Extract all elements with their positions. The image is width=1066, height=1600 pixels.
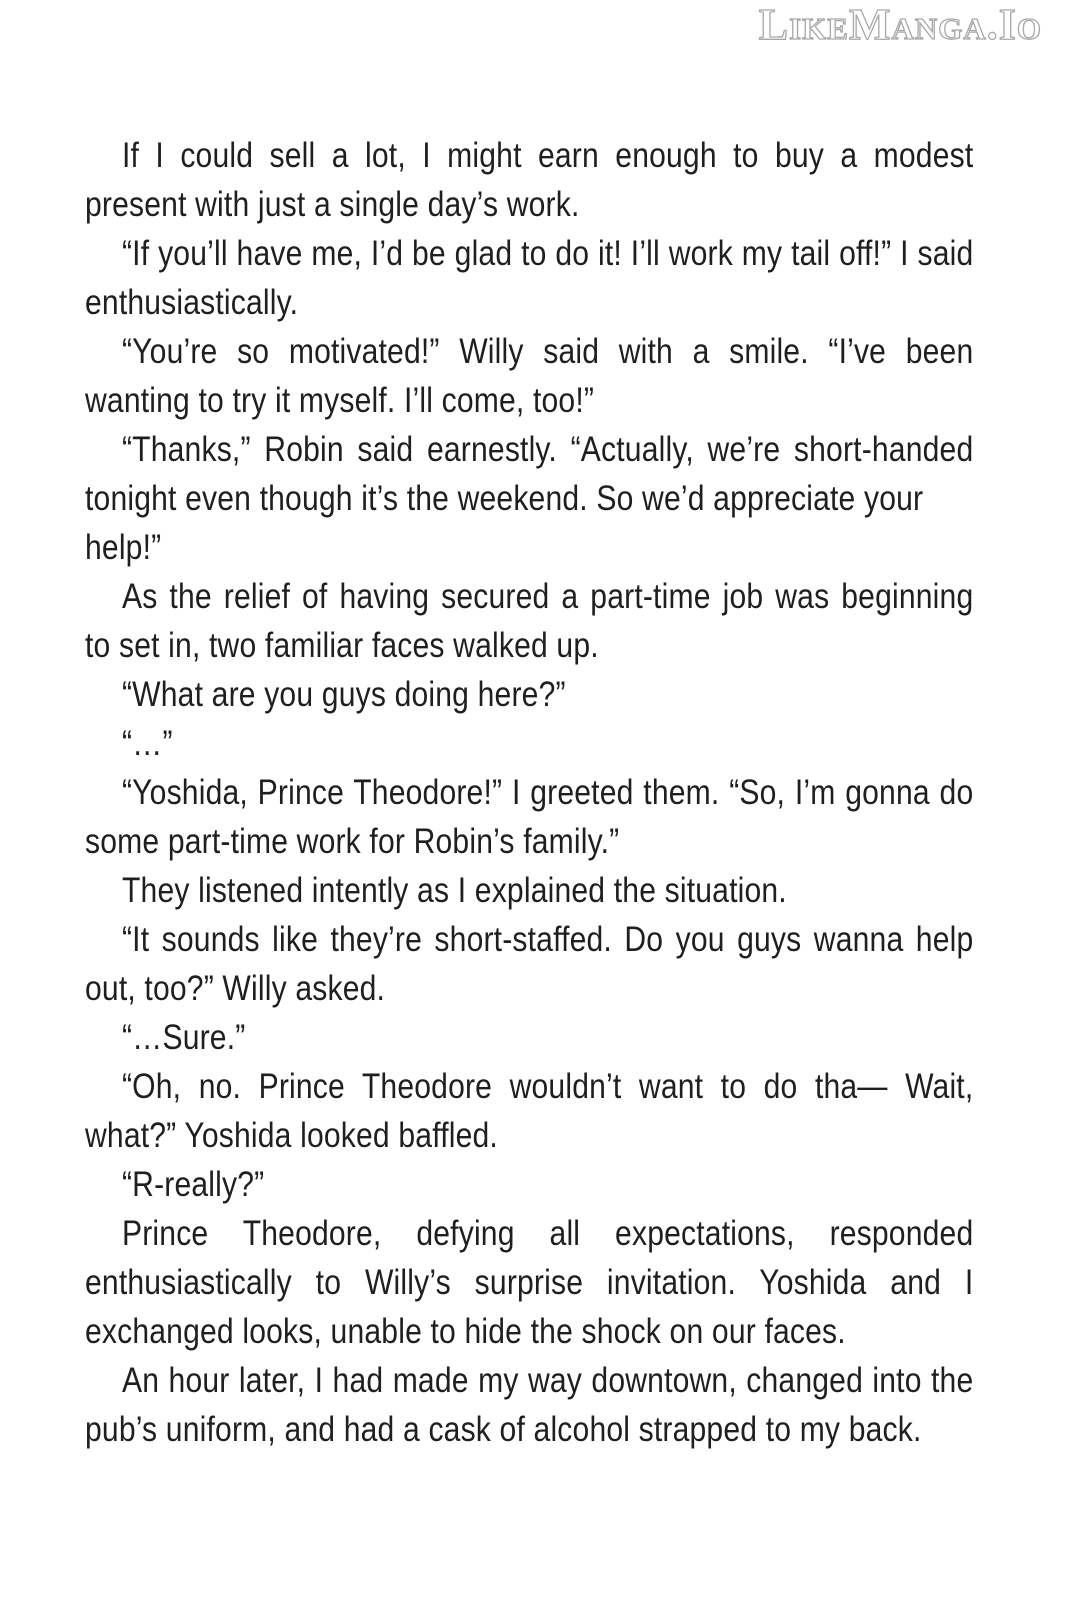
text-line: pub’s uniform, and had a cask of alcohol strapped to my back. xyxy=(85,1410,922,1449)
paragraph xyxy=(85,768,973,866)
text-line: Prince Theodore, defying all expectations, responded xyxy=(121,1214,974,1253)
text-line: They listened intently as I explained the situation. xyxy=(121,871,787,910)
text-line: If I could sell a lot, I might earn enough to buy a modest xyxy=(121,136,974,175)
paragraph xyxy=(85,915,973,1013)
paragraph xyxy=(85,327,973,425)
paragraph xyxy=(85,572,973,670)
text-line: exchanged looks, unable to hide the shock on our faces. xyxy=(85,1312,846,1351)
text-line: to set in, two familiar faces walked up. xyxy=(85,626,599,665)
text-line: “You’re so motivated!” Willy said with a smile. “I’ve been xyxy=(121,332,974,371)
text-line: “It sounds like they’re short-staffed. Do you guys wanna help xyxy=(121,920,974,959)
paragraph xyxy=(85,719,973,768)
paragraph xyxy=(85,1160,973,1209)
text-line: “Yoshida, Prince Theodore!” I greeted them. “So, I’m gonna do xyxy=(121,773,974,812)
text-line: “Oh, no. Prince Theodore wouldn’t want to do tha— Wait, xyxy=(121,1067,974,1106)
paragraph xyxy=(85,670,973,719)
novel-page-text xyxy=(85,131,973,1454)
paragraph xyxy=(85,1013,973,1062)
text-line: “…” xyxy=(121,724,173,763)
text-line: As the relief of having secured a part-time job was beginning xyxy=(121,577,974,616)
text-line: wanting to try it myself. I’ll come, too!” xyxy=(85,381,595,420)
paragraph xyxy=(85,1209,973,1356)
text-line: An hour later, I had made my way downtown, changed into the xyxy=(121,1361,974,1400)
paragraph xyxy=(85,1062,973,1160)
text-line: enthusiastically. xyxy=(85,283,299,322)
site-watermark-logo: LikeManga.Io xyxy=(758,0,1042,49)
text-line: “Thanks,” Robin said earnestly. “Actually, we’re short-handed xyxy=(121,430,974,469)
text-line: enthusiastically to Willy’s surprise invitation. Yoshida and I xyxy=(85,1263,974,1302)
text-line: “R-really?” xyxy=(121,1165,265,1204)
paragraph xyxy=(85,1356,973,1454)
text-line: some part-time work for Robin’s family.” xyxy=(85,822,620,861)
text-line: “What are you guys doing here?” xyxy=(121,675,566,714)
text-line: out, too?” Willy asked. xyxy=(85,969,386,1008)
text-line: “If you’ll have me, I’d be glad to do it! I’ll work my tail off!” I said xyxy=(121,234,974,273)
paragraph xyxy=(85,866,973,915)
paragraph xyxy=(85,229,973,327)
text-line: “…Sure.” xyxy=(121,1018,246,1057)
paragraph xyxy=(85,131,973,229)
text-line: what?” Yoshida looked baffled. xyxy=(85,1116,498,1155)
text-line: tonight even though it’s the weekend. So we’d appreciate your help!” xyxy=(85,479,924,567)
text-line: present with just a single day’s work. xyxy=(85,185,580,224)
paragraph xyxy=(85,425,973,572)
